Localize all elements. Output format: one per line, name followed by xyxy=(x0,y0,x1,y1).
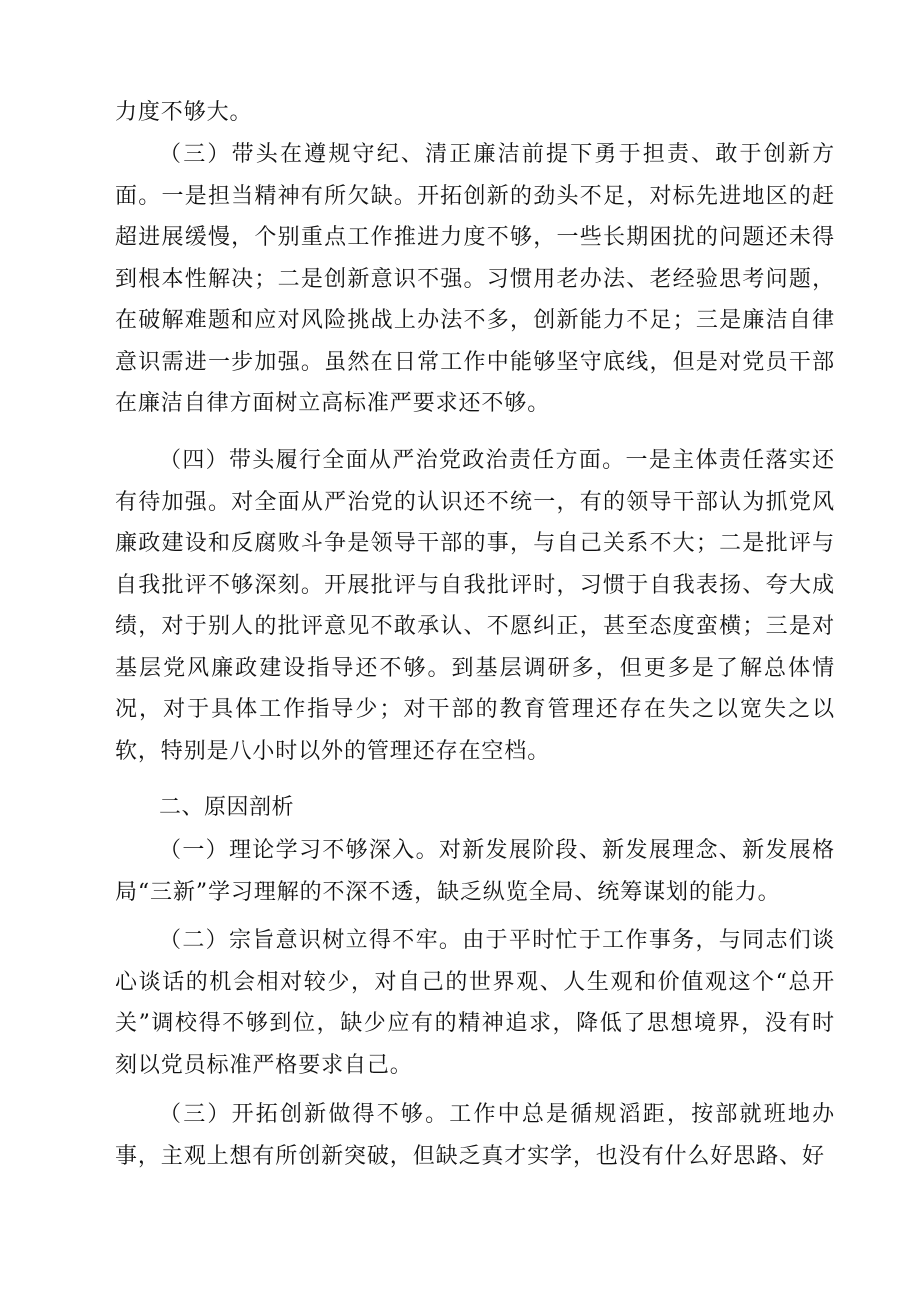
section-heading-cause-analysis: 二、原因剖析 xyxy=(159,795,295,820)
paragraph-cause-1-theory-study: （一）理论学习不够深入。对新发展阶段、新发展理念、新发展格局“三新”学习理解的不深不透，缺乏纵览全局、统筹谋划的能力。 xyxy=(115,838,835,905)
paragraph-item-4-party-governance: （四）带头履行全面从严治党政治责任方面。一是主体责任落实还有待加强。对全面从严治党的认识还不统一，有的领导干部认为抓党风廉政建设和反腐败斗争是领导干部的事，与自己关系不大；二是批评与自我批评不够深刻。开展批评与自我批评时，习惯于自我表扬、夸大成绩，对于别人的批评意见不敢承认、不愿纠正，甚至态度蛮横；三是对基层党风廉政建设指导还不够。到基层调研多，但更多是了解总体情况，对于具体工作指导少；对干部的教育管理还存在失之以宽失之以软，特别是八小时以外的管理还存在空档。 xyxy=(115,448,835,764)
paragraph-cause-2-purpose-awareness: （二）宗旨意识树立得不牢。由于平时忙于工作事务，与同志们谈心谈话的机会相对较少，对自己的世界观、人生观和价值观这个“总开关”调校得不够到位，缺少应有的精神追求，降低了思想境界，没有时刻以党员标准严格要求自己。 xyxy=(115,928,835,1078)
paragraph-cause-3-innovation: （三）开拓创新做得不够。工作中总是循规滔距，按部就班地办事，主观上想有所创新突破，但缺乏真才实学，也没有什么好思路、好 xyxy=(115,1102,835,1169)
paragraph-continuation: 力度不够大。 xyxy=(115,100,253,125)
paragraph-item-3-compliance: （三）带头在遵规守纪、清正廉洁前提下勇于担责、敢于创新方面。一是担当精神有所欠缺。开拓创新的劲头不足，对标先进地区的赶超进展缓慢，个别重点工作推进力度不够，一些长期困扰的问题还未得到根本性解决；二是创新意识不强。习惯用老办法、老经验思考问题，在破解难题和应对风险挑战上办法不多，创新能力不足；三是廉洁自律意识需进一步加强。虽然在日常工作中能够坚守底线，但是对党员干部在廉洁自律方面树立高标准严要求还不够。 xyxy=(115,142,835,416)
